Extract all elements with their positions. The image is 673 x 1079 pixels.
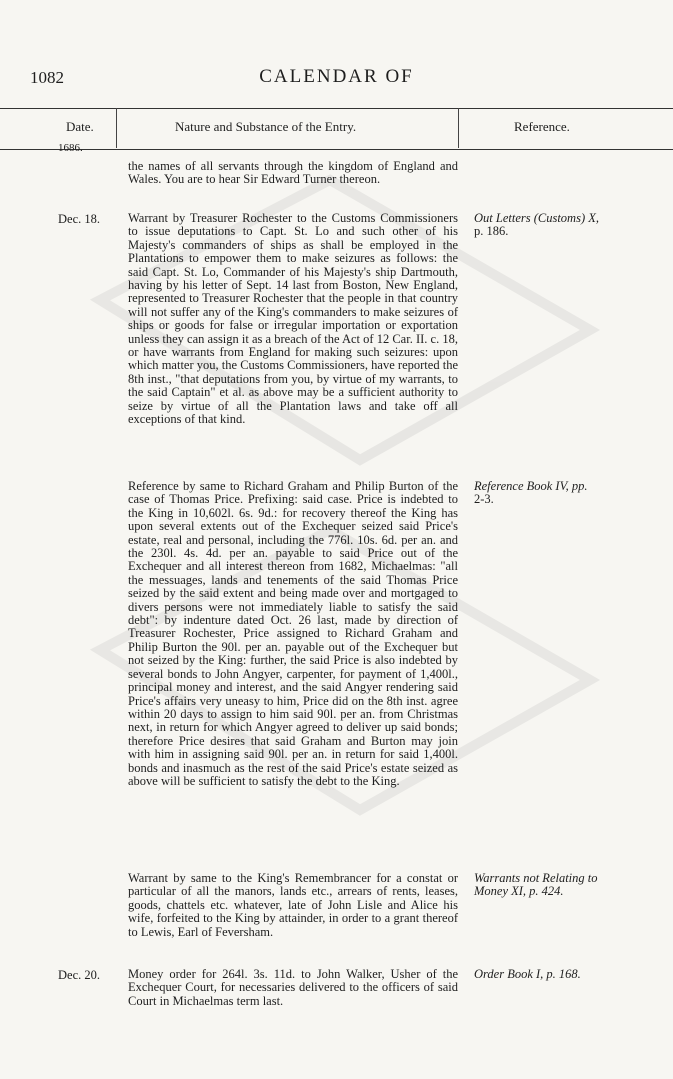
reference-column-header: Reference. bbox=[514, 119, 570, 134]
entry-text: Reference by same to Richard Graham and Philip Burton of the case of Thomas Price. Prefixing: said case. Price is indebted to the King in 10,602l. 6s. 9d.: for recovery thereof the King has upon several extents out of the Exchequer seized said Price's estate, real and personal, including the 776l. 10s. 6d. per an. and the 230l. 4s. 4d. per an. payable to said Price out of the Exchequer and all interest thereon from 1682, Michaelmas: "all the messuages, lands and tenements of the said Thomas Price seized by the said extent and being made over and mortgaged to divers persons were not immediately liable to satisfy the said debt": by indenture dated Oct. 26 last, made by direction of Treasurer Rochester, Price assigned to Richard Graham and Philip Burton the 90l. per an. payable out of the Exchequer but not seized by the King: further, the said Price is also indebted by several bonds to John Angyer, carpenter, for payment of 1,400l., principal money and interest, and the said Angyer rendering said Price's affairs very uneasy to him, Price did on the 8th inst. agree within 20 days to assign to him said 90l. per an. from Christmas next, in return for which Angyer agreed to deliver up said bonds; therefore Price desires that said Graham and Burton may join with him in assigning said 90l. per an. in return for said 1,400l. bonds and inasmuch as the rest of the said Price's estate seized as above will be sufficient to satisfy the debt to the King. bbox=[128, 479, 458, 788]
entry-text: the names of all servants through the kingdom of England and Wales. You are to hear Sir Edward Turner thereon. bbox=[128, 159, 458, 187]
entry-text: Warrant by same to the King's Remembrancer for a constat or particular of all the manors, lands etc., arrears of rents, leases, goods, chattels etc. whatever, late of John Lisle and Alice his wife, forfeited to the King by attainder, in order to a grant thereof to Lewis, Earl of Feversham. bbox=[128, 871, 458, 939]
reference-source: Out Letters (Customs) X, bbox=[474, 211, 599, 225]
entry-reference bbox=[474, 212, 634, 239]
column-headers bbox=[0, 108, 673, 150]
entry-date: Dec. 18. bbox=[58, 212, 100, 226]
column-divider bbox=[458, 108, 459, 148]
entry-text: Warrant by Treasurer Rochester to the Customs Commissioners to issue deputations to Capt. St. Lo and such other of his Majesty's commanders of ships as shall be employed in the Plantations to empower them to make seizures as follows: the said Capt. St. Lo, Commander of his Majesty's ship Dartmouth, having by his letter of Sept. 14 last from Boston, New England, represented to Treasurer Rochester that the people in that country will not suffer any of the King's commanders to make seizures of ships or goods for false or irregular importation or exportation unless they can assign it as a breach of the Act of 12 Car. II. c. 18, or have warrants from England for making such seizures: upon which matter you, the Customs Commissioners, have reported the 8th inst., "that deputations from you, by virtue of my warrants, to the said Captain" et al. as above may be a sufficient authority to seize by virtue of all the Plantation laws and take off all exceptions of that kind. bbox=[128, 211, 458, 427]
reference-source: Order Book I, p. 168. bbox=[474, 967, 581, 981]
entry-date: Dec. 20. bbox=[58, 968, 100, 982]
page-number: 1082 bbox=[30, 68, 64, 87]
reference-page: p. 186. bbox=[474, 224, 509, 239]
entry-reference bbox=[474, 480, 634, 507]
reference-page: 2-3. bbox=[474, 492, 494, 507]
year-marker: 1686. bbox=[58, 142, 83, 154]
entry-reference bbox=[474, 872, 634, 899]
reference-source: Warrants not Relating to bbox=[474, 871, 598, 885]
nature-column-header: Nature and Substance of the Entry. bbox=[175, 119, 357, 134]
reference-source: Reference Book IV, pp. bbox=[474, 479, 588, 493]
running-head: CALENDAR OF bbox=[259, 66, 414, 87]
entry-reference bbox=[474, 968, 634, 981]
entry-text: Money order for 264l. 3s. 11d. to John Walker, Usher of the Exchequer Court, for necessaries delivered to the officers of said Court in Michaelmas term last. bbox=[128, 967, 458, 1008]
reference-page: Money XI, p. 424. bbox=[474, 884, 564, 899]
date-column-header: Date. bbox=[66, 119, 94, 134]
column-divider bbox=[116, 108, 117, 148]
